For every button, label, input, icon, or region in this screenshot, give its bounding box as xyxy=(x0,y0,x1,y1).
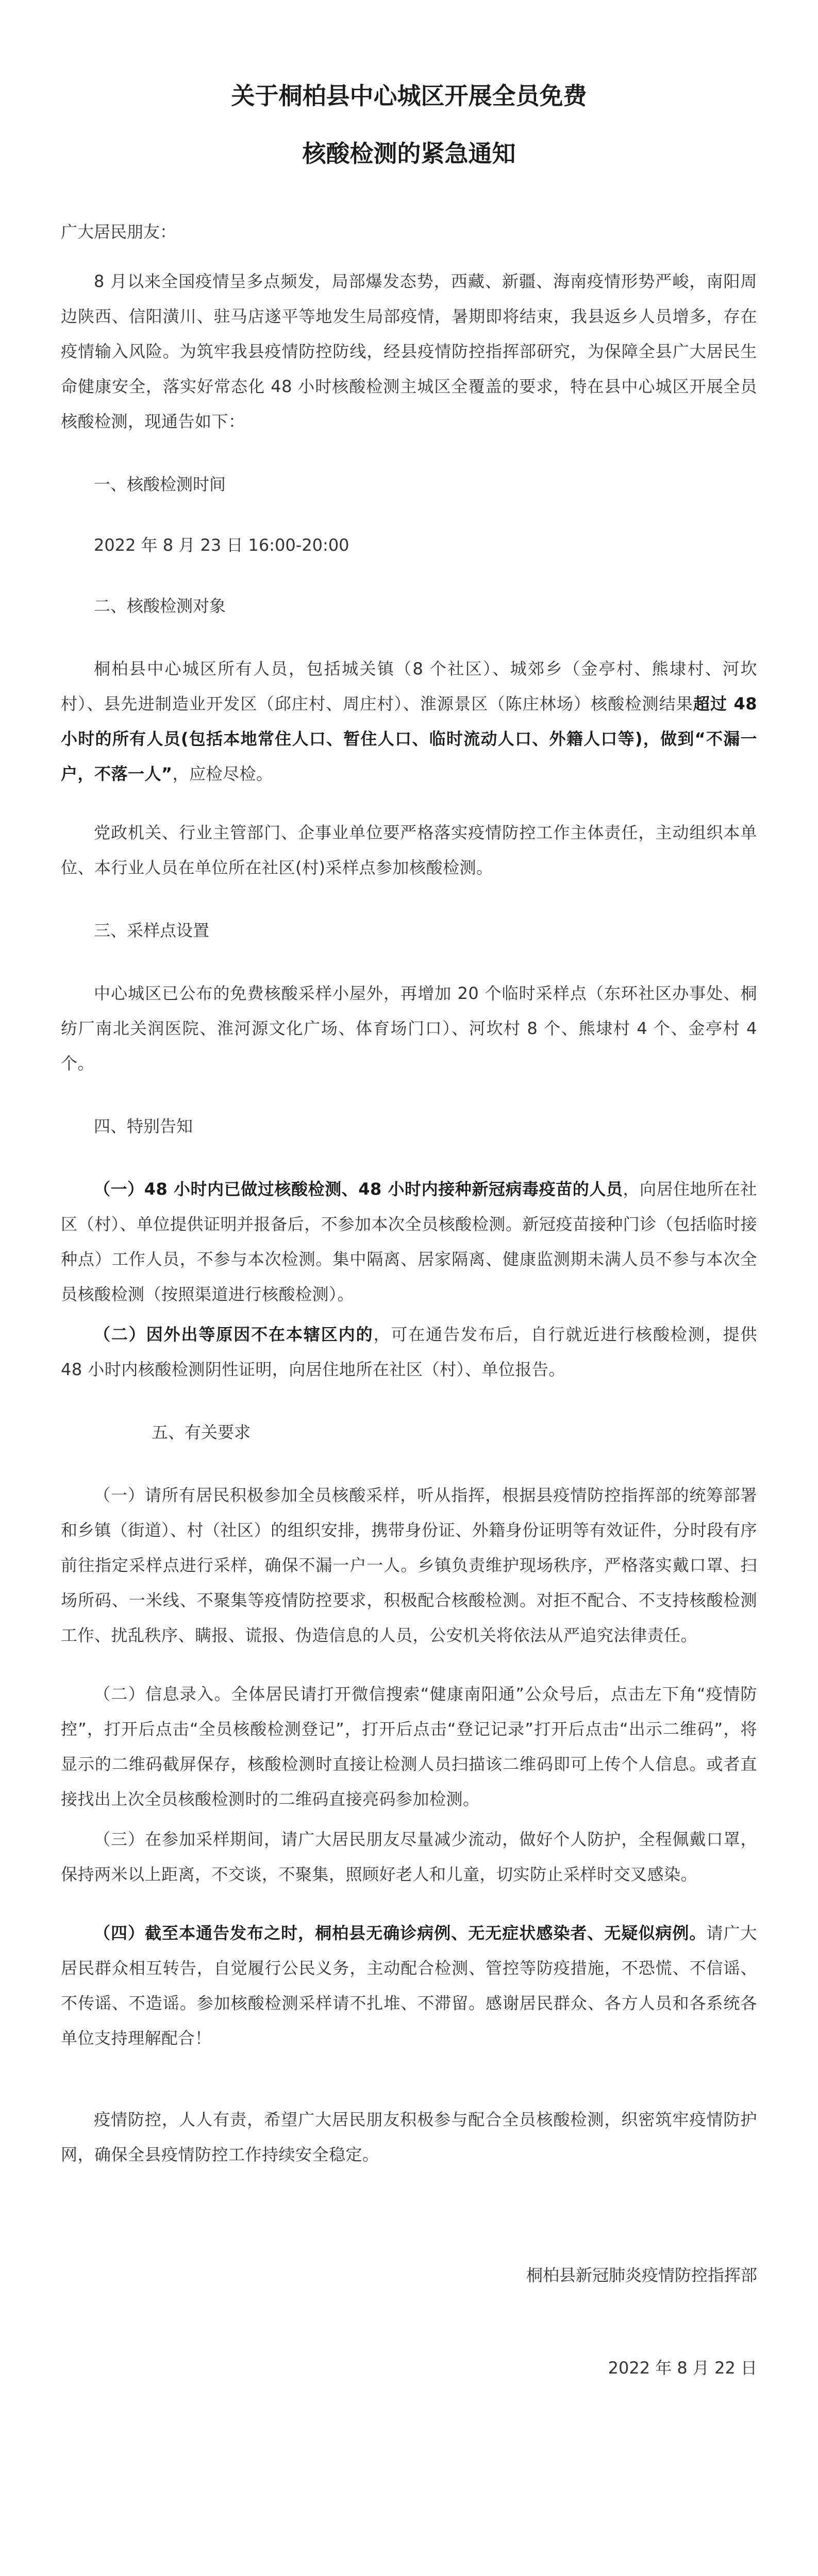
section-4-paragraph-2 xyxy=(61,1317,757,1387)
section-4-paragraph-1 xyxy=(61,1172,757,1312)
section-2-paragraph-1 xyxy=(61,651,757,791)
section-1-heading: 一、核酸检测时间 xyxy=(94,474,226,494)
section-5-paragraph-4 xyxy=(61,1916,757,2056)
notice-title xyxy=(61,67,757,182)
signature-org: 桐柏县新冠肺炎疫情防控指挥部 xyxy=(526,2265,757,2285)
section-5-p4-normal: 请广大居民群众相互转告，自觉履行公民义务，主动配合检测、管控等防疫措施，不恐慌、不信谣、不传谣、不造谣。参加核酸检测采样请不扎堆、不滞留。感谢居民群众、各方人员和各系统各单位支持理解配合！ xyxy=(61,1923,757,2048)
section-5-heading: 五、有关要求 xyxy=(152,1422,251,1442)
signature-date: 2022 年 8 月 22 日 xyxy=(608,2358,757,2378)
section-2-p1-bold: 超过 48 小时的所有人员(包括本地常住人口、暂住人口、临时流动人口、外籍人口等)，做到“不漏一户，不落一人” xyxy=(61,694,757,784)
section-4-p1-bold: （一）48 小时内已做过核酸检测、48 小时内接种新冠病毒疫苗的人员 xyxy=(94,1179,623,1199)
section-4-p2-bold: （二）因外出等原因不在本辖区内的 xyxy=(94,1325,374,1344)
section-5-paragraph-3: （三）在参加采样期间，请广大居民朋友尽量减少流动，做好个人防护，全程佩戴口罩，保持两米以上距离，不交谈，不聚集，照顾好老人和儿童，切实防止采样时交叉感染。 xyxy=(61,1829,757,1884)
section-5-p4-bold: （四）截至本通告发布之时，桐柏县无确诊病例、无无症状感染者、无疑似病例。 xyxy=(94,1923,707,1943)
section-5-paragraph-2: （二）信息录入。全体居民请打开微信搜索“健康南阳通”公众号后，点击左下角“疫情防控”，打开后点击“全员核酸检测登记”，打开后点击“登记记录”打开后点击“出示二维码”，将显示的二维码截屏保存，核酸检测时直接让检测人员扫描该二维码即可上传个人信息。或者直接找出上次全员核酸检测时的二维码直接亮码参加检测。 xyxy=(61,1684,757,1809)
section-4-heading: 四、特别告知 xyxy=(94,1116,193,1136)
section-4-p1-normal: ，向居住地所在社区（村）、单位提供证明并报备后，不参加本次全员核酸检测。新冠疫苗接种门诊（包括临时接种点）工作人员，不参与本次检测。集中隔离、居家隔离、健康监测期未满人员不参与本次全员核酸检测（按照渠道进行核酸检测）。 xyxy=(61,1179,757,1304)
greeting: 广大居民朋友： xyxy=(61,222,177,242)
section-2-p1-tail: ，应检尽检。 xyxy=(172,764,273,784)
section-3-heading: 三、采样点设置 xyxy=(94,921,210,940)
closing-paragraph: 疫情防控，人人有责，希望广大居民朋友积极参与配合全员核酸检测，织密筑牢疫情防护网，确保全县疫情防控工作持续安全稳定。 xyxy=(61,2110,757,2164)
title-line-1: 关于桐柏县中心城区开展全员免费 xyxy=(231,82,587,110)
section-2-paragraph-2: 党政机关、行业主管部门、企事业单位要严格落实疫情防控工作主体责任，主动组织本单位、本行业人员在单位所在社区(村)采样点参加核酸检测。 xyxy=(61,823,757,877)
section-4-p2-normal: ，可在通告发布后，自行就近进行核酸检测，提供 48 小时内核酸检测阴性证明，向居住地所在社区（村）、单位报告。 xyxy=(61,1325,757,1379)
section-1-date: 2022 年 8 月 23 日 16:00-20:00 xyxy=(94,535,349,555)
title-line-2: 核酸检测的紧急通知 xyxy=(302,140,516,167)
section-2-heading: 二、核酸检测对象 xyxy=(94,596,226,616)
section-5-paragraph-1: （一）请所有居民积极参加全员核酸采样，听从指挥，根据县疫情防控指挥部的统筹部署和乡镇（街道）、村（社区）的组织安排，携带身份证、外籍身份证明等有效证件，分时段有序前往指定采样点进行采样，确保不漏一户一人。乡镇负责维护现场秩序，严格落实戴口罩、扫场所码、一米线、不聚集等疫情防控要求，积极配合核酸检测。对拒不配合、不支持核酸检测工作、扰乱秩序、瞒报、谎报、伪造信息的人员，公安机关将依法从严追究法律责任。 xyxy=(61,1485,757,1645)
section-2-p1-normal: 桐柏县中心城区所有人员，包括城关镇（8 个社区）、城郊乡（金亭村、熊埭村、河坎村）、县先进制造业开发区（邱庄村、周庄村）、淮源景区（陈庄林场）核酸检测结果 xyxy=(61,659,757,714)
section-3-paragraph-1: 中心城区已公布的免费核酸采样小屋外，再增加 20 个临时采样点（东环社区办事处、桐纺厂南北关润医院、淮河源文化广场、体育场门口）、河坎村 8 个、熊埭村 4 个、金亭村 4 个。 xyxy=(61,984,757,1073)
intro-paragraph: 8 月以来全国疫情呈多点频发，局部爆发态势，西藏、新疆、海南疫情形势严峻，南阳周边陕西、信阳潢川、驻马店遂平等地发生局部疫情，暑期即将结束，我县返乡人员增多，存在疫情输入风险。为筑牢我县疫情防控防线，经县疫情防控指挥部研究，为保障全县广大居民生命健康安全，落实好常态化 48 小时核酸检测主城区全覆盖的要求，特在县中心城区开展全员核酸检测，现通告如下： xyxy=(61,272,757,431)
